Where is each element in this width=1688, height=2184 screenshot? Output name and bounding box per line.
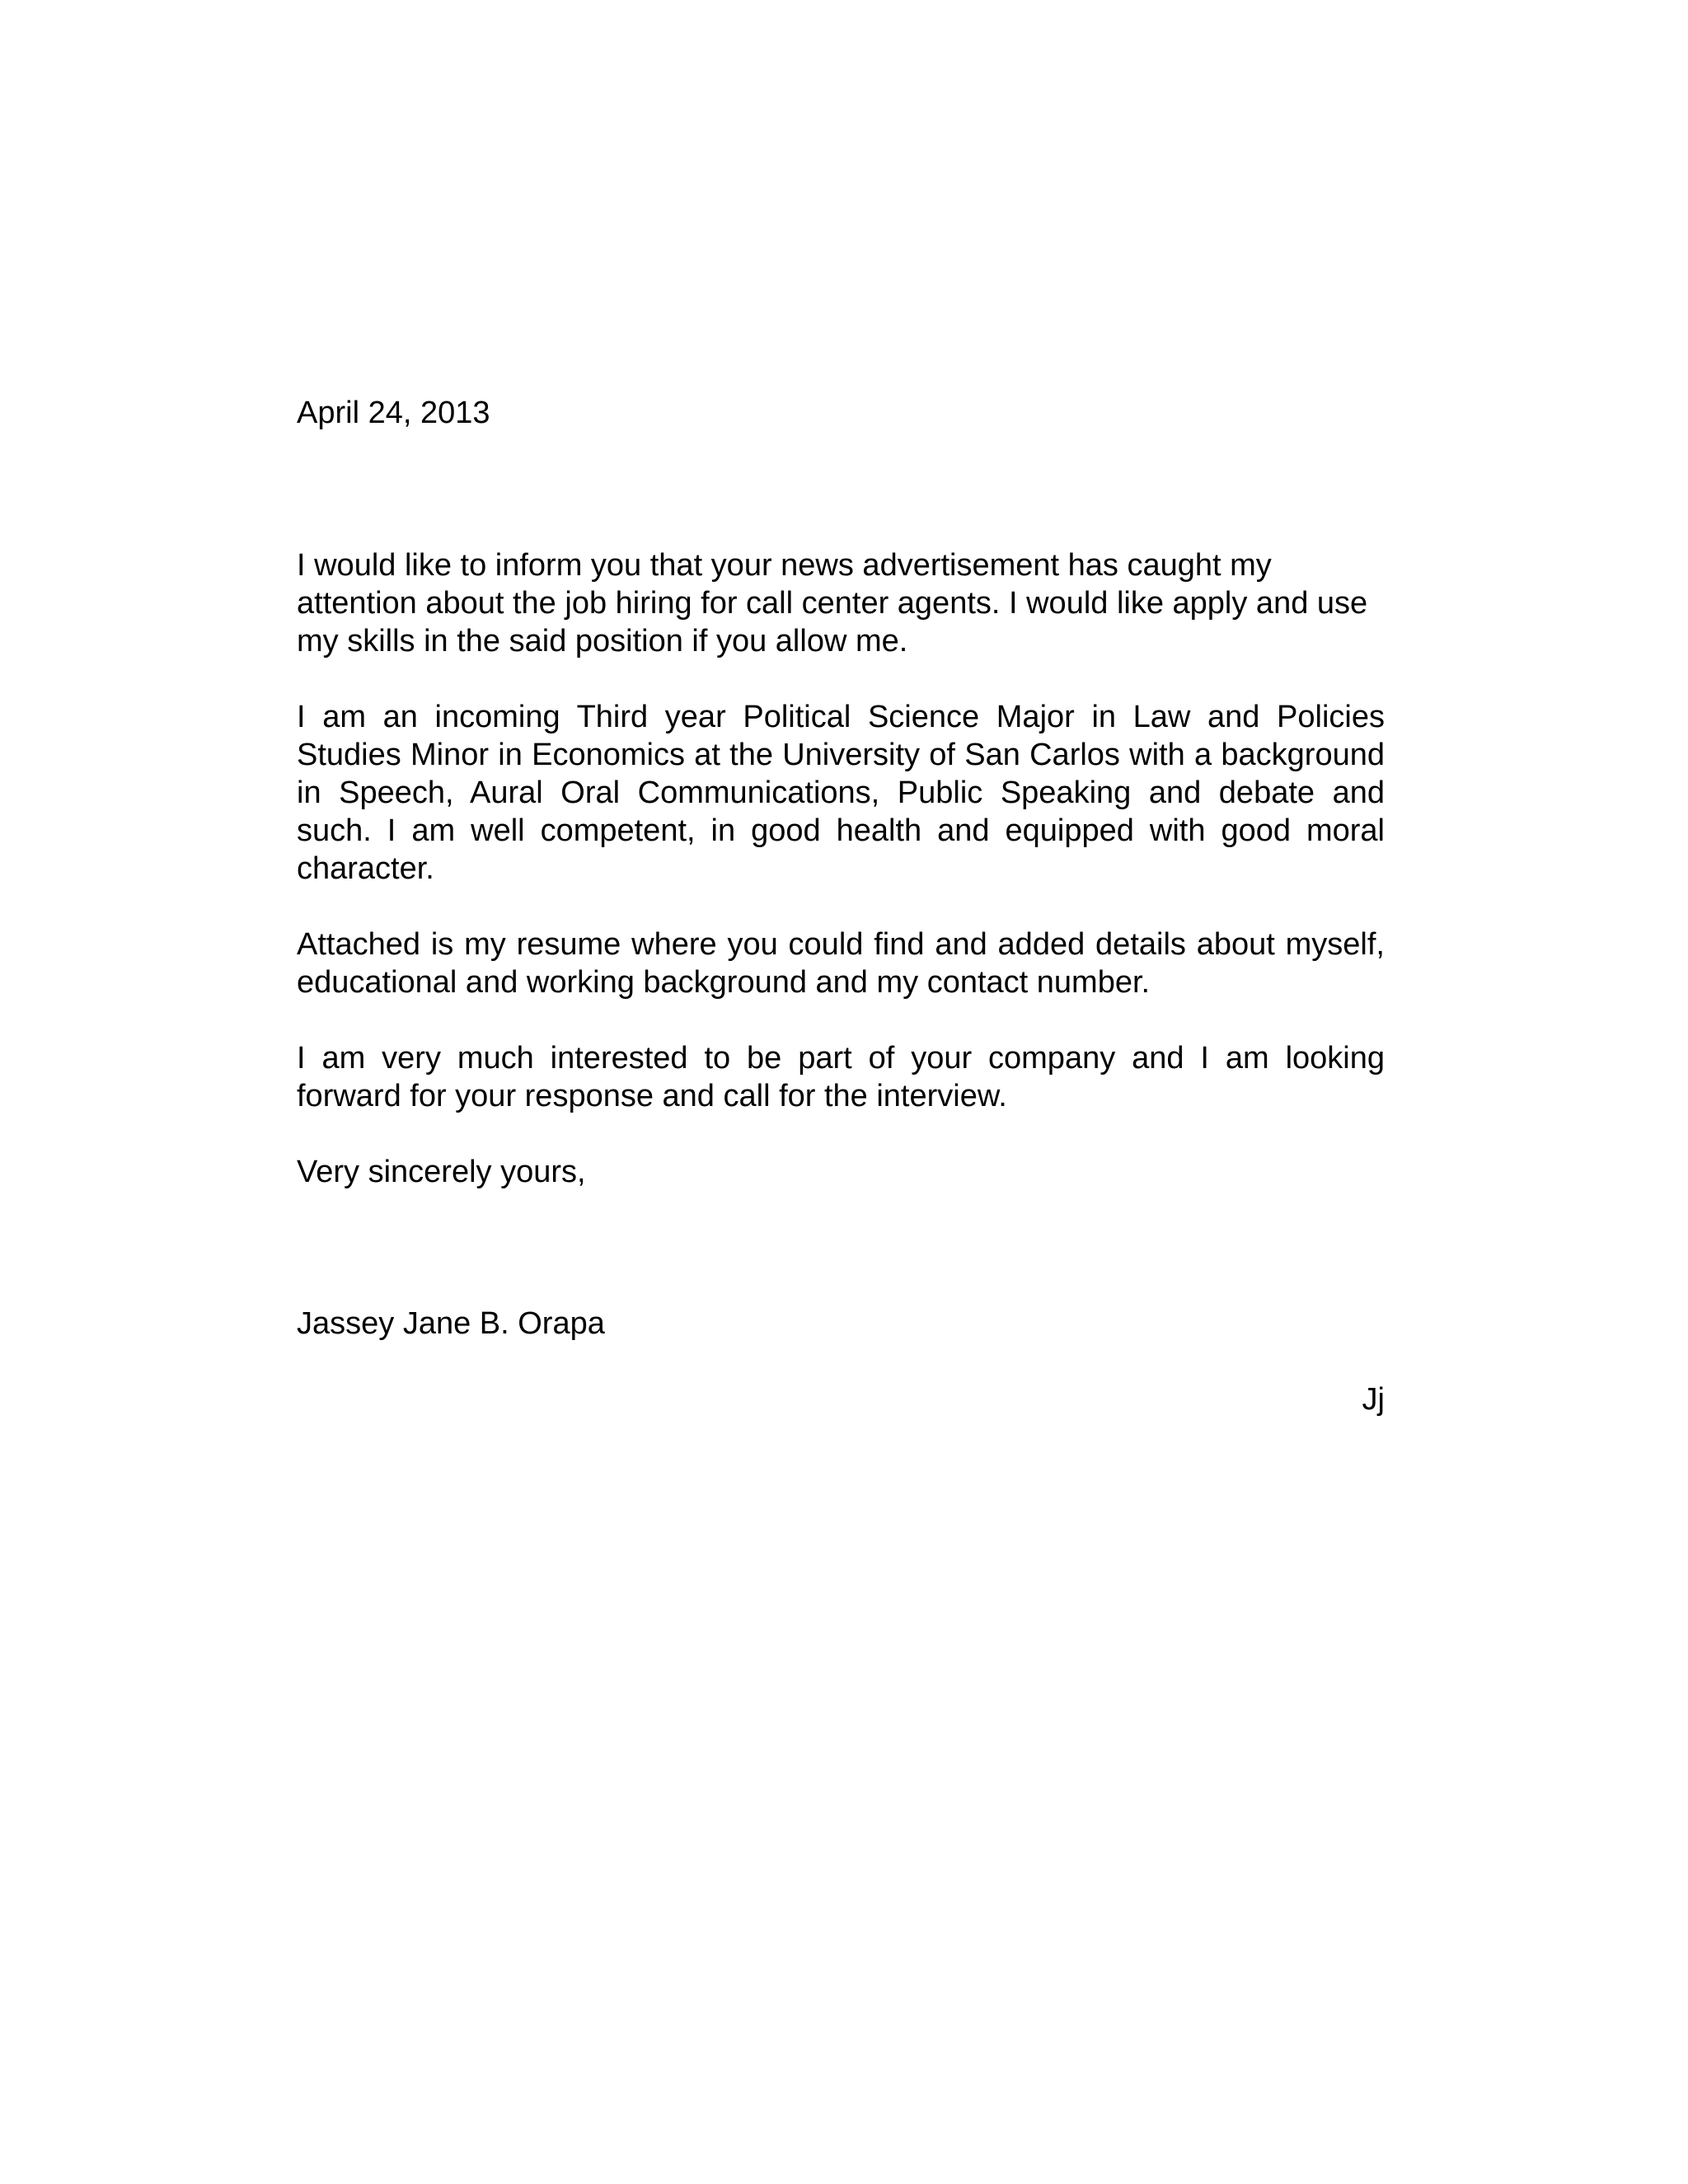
letter-initials: Jj	[1362, 1382, 1385, 1417]
letter-paragraph-interest: I am very much interested to be part of your company and I am looking forward for your response and call for the interview.	[297, 1041, 1385, 1113]
letter-signer-name: Jassey Jane B. Orapa	[297, 1306, 605, 1341]
letter-paragraph-intro: I would like to inform you that your news advertisement has caught my attention about the job hiring for call center agents. I would like apply and use my skills in the said position if you allow me.	[297, 548, 1368, 658]
letter-paragraph-resume: Attached is my resume where you could find and added details about myself, educational and working background and my contact number.	[297, 927, 1385, 1000]
letter-date: April 24, 2013	[297, 396, 490, 430]
letter-paragraph-background: I am an incoming Third year Political Science Major in Law and Policies Studies Minor in Economics at the University of San Carlos with a background in Speech, Aural Oral Communications, Public Speaking and debate and such. I am well competent, in good health and equipped with good moral character.	[297, 700, 1385, 886]
letter-closing: Very sincerely yours,	[297, 1155, 586, 1189]
